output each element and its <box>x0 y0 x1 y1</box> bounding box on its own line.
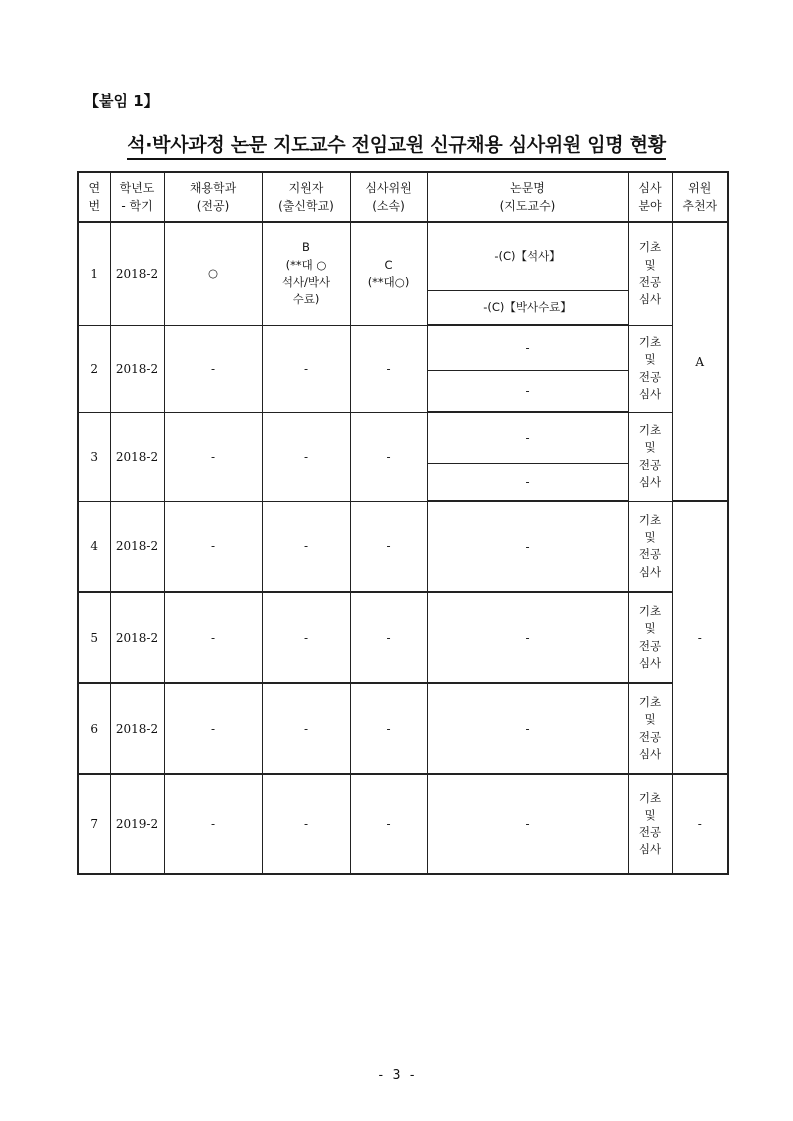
cell-reviewer: - <box>350 683 427 774</box>
cell-no: 4 <box>78 501 110 592</box>
cell-no: 2 <box>78 325 110 412</box>
cell-thesis-master: -(C)【석사】 <box>427 222 628 290</box>
cell-thesis: - <box>427 325 628 370</box>
cell-recommender: - <box>672 774 728 874</box>
cell-reviewer: - <box>350 325 427 412</box>
cell-thesis: - <box>427 463 628 501</box>
cell-no: 3 <box>78 412 110 501</box>
cell-dept: - <box>164 683 262 774</box>
cell-field: 기초 및 전공 심사 <box>628 222 672 325</box>
cell-reviewer: - <box>350 592 427 683</box>
cell-term: 2019-2 <box>110 774 164 874</box>
cell-no: 6 <box>78 683 110 774</box>
header-no: 연 번 <box>78 172 110 222</box>
cell-thesis: - <box>427 774 628 874</box>
cell-thesis-doctoral: -(C)【박사수료】 <box>427 290 628 325</box>
cell-thesis: - <box>427 501 628 592</box>
cell-field: 기초 및 전공 심사 <box>628 592 672 683</box>
cell-field: 기초 및 전공 심사 <box>628 412 672 501</box>
cell-applicant: - <box>262 592 350 683</box>
cell-dept: - <box>164 412 262 501</box>
cell-dept: - <box>164 592 262 683</box>
cell-reviewer: - <box>350 501 427 592</box>
header-applicant: 지원자 (출신학교) <box>262 172 350 222</box>
table-row <box>78 501 728 592</box>
table-row <box>78 325 728 370</box>
cell-no: 7 <box>78 774 110 874</box>
cell-thesis: - <box>427 370 628 412</box>
cell-term: 2018-2 <box>110 683 164 774</box>
cell-field: 기초 및 전공 심사 <box>628 774 672 874</box>
cell-term: 2018-2 <box>110 501 164 592</box>
table-row <box>78 683 728 774</box>
table-row <box>78 412 728 463</box>
cell-dept: - <box>164 501 262 592</box>
header-thesis: 논문명 (지도교수) <box>427 172 628 222</box>
table-row <box>78 592 728 683</box>
header-term: 학년도 - 학기 <box>110 172 164 222</box>
cell-term: 2018-2 <box>110 222 164 325</box>
cell-reviewer: - <box>350 774 427 874</box>
header-row <box>78 172 728 222</box>
cell-dept: ○ <box>164 222 262 325</box>
cell-field: 기초 및 전공 심사 <box>628 683 672 774</box>
table-row <box>78 774 728 874</box>
cell-reviewer: - <box>350 412 427 501</box>
cell-thesis: - <box>427 412 628 463</box>
cell-field: 기초 및 전공 심사 <box>628 325 672 412</box>
cell-applicant: - <box>262 412 350 501</box>
document-title <box>0 130 793 157</box>
cell-no: 1 <box>78 222 110 325</box>
cell-field: 기초 및 전공 심사 <box>628 501 672 592</box>
cell-recommender-group: A <box>672 222 728 501</box>
cell-recommender-group: - <box>672 501 728 774</box>
cell-applicant: - <box>262 325 350 412</box>
cell-applicant: - <box>262 774 350 874</box>
page-number: - 3 - <box>376 1068 417 1083</box>
cell-dept: - <box>164 774 262 874</box>
cell-thesis: - <box>427 683 628 774</box>
cell-thesis: - <box>427 592 628 683</box>
header-reviewer: 심사위원 (소속) <box>350 172 427 222</box>
cell-term: 2018-2 <box>110 412 164 501</box>
cell-applicant: - <box>262 501 350 592</box>
cell-applicant: B (**대 ○ 석사/박사 수료) <box>262 222 350 325</box>
cell-no: 5 <box>78 592 110 683</box>
cell-applicant: - <box>262 683 350 774</box>
cell-reviewer: C (**대○) <box>350 222 427 325</box>
header-field: 심사 분야 <box>628 172 672 222</box>
header-dept: 채용학과 (전공) <box>164 172 262 222</box>
attachment-label: 【붙임 1】 <box>84 92 159 110</box>
table-row <box>78 222 728 290</box>
cell-term: 2018-2 <box>110 592 164 683</box>
header-recommender: 위원 추천자 <box>672 172 728 222</box>
reviewer-appointment-table <box>77 171 729 875</box>
document-title-text: 석·박사과정 논문 지도교수 전임교원 신규채용 심사위원 임명 현황 <box>127 134 666 160</box>
cell-dept: - <box>164 325 262 412</box>
cell-term: 2018-2 <box>110 325 164 412</box>
